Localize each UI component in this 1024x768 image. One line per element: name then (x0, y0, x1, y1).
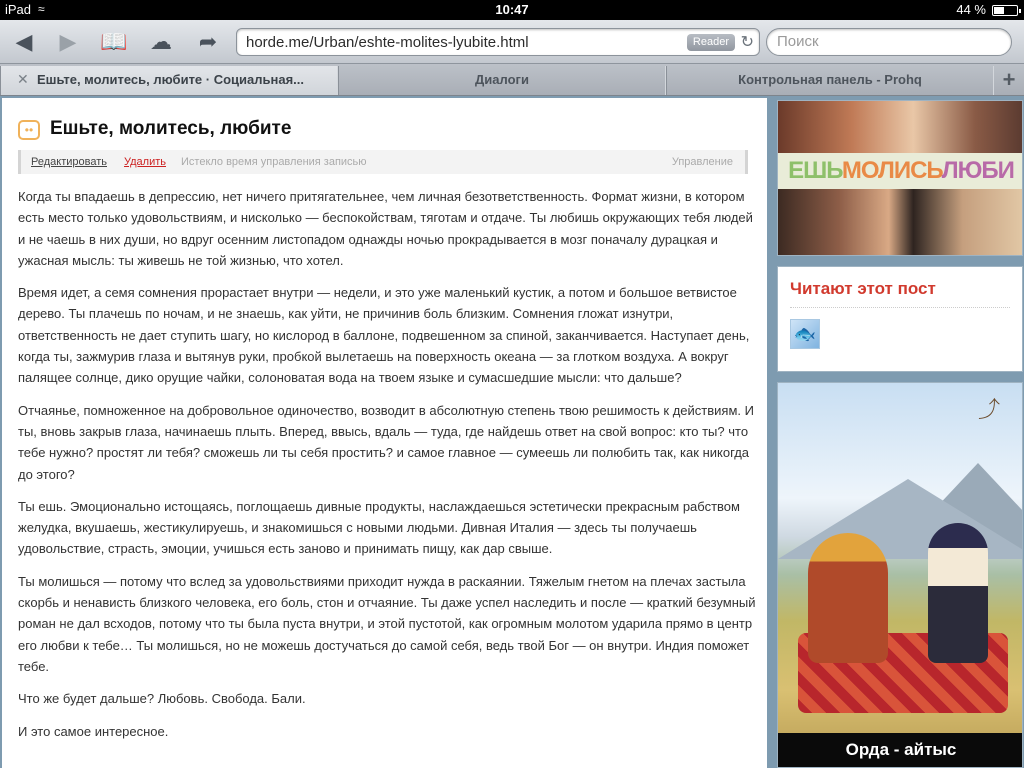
new-tab-button[interactable]: + (1002, 67, 1016, 92)
paragraph: И это самое интересное. (18, 723, 169, 739)
post-body (18, 186, 756, 753)
banner-caption: Орда - айтыс (778, 733, 1023, 767)
readers-title: Читают этот пост (790, 279, 936, 298)
movie-banner[interactable] (777, 100, 1023, 256)
back-icon[interactable]: ◀ (15, 29, 33, 54)
carrier-label: iPad (5, 2, 32, 17)
tab-control-panel[interactable] (666, 66, 994, 95)
banner-photo-bottom (778, 189, 1023, 256)
eagle-icon: ⤴ (977, 397, 1000, 422)
battery-icon (992, 5, 1018, 16)
tab-dialogs[interactable] (338, 66, 666, 95)
share-icon[interactable]: ➦ (198, 29, 218, 54)
reader-button[interactable]: Reader (687, 34, 735, 51)
paragraph: Когда ты впадаешь в депрессию, нет ничего притягательнее, чем личная безответственность. Формат жизни, в котором есть место только удовольствиям, и нисколько — беспокойствам, тяготам и отдаче. Ты любишь окружающих тебя людей и не чаешь в них души, но вдруг осенним листопадом однажды ночью прокрадывается в мозг поначалу дурацкая и ужасная мысль: ты живешь не той жизнью, что хотел. (18, 189, 753, 268)
post-title: Ешьте, молитесь, любите (50, 118, 292, 139)
banner-word-pray: МОЛИСЬ (841, 157, 942, 184)
search-bar[interactable] (766, 28, 1012, 56)
address-bar[interactable] (236, 28, 760, 56)
divider (790, 307, 1010, 308)
browser-toolbar (0, 20, 1024, 64)
url-text[interactable]: horde.me/Urban/eshte-molites-lyubite.html (246, 34, 529, 51)
expired-notice: Истекло время управления записью (181, 156, 367, 168)
close-tab-icon[interactable]: ✕ (17, 71, 29, 87)
tab-label: Ешьте, молитесь, любите · Социальная... (37, 72, 305, 87)
banner-word-love: ЛЮБИ (941, 157, 1014, 184)
paragraph: Ты молишься — потому что вслед за удовольствиями приходит нужда в раскаянии. Тяжелым гнетом на плечах застыла скорбь и ненависть близкого человека, его боль, стон и отчаяние. Ты даже успел наследить и после — краткий безумный роман не дал всходов, потому что ты была пуста внутри, и этой пустотой, как огромным молотом ударила прямо в центр его любви к тебе… Ты молишься, но не можешь достучаться до самой себя, ведь твой Бог — он внутри. Индия поможет тебе. (18, 573, 756, 674)
banner-title (778, 153, 1023, 189)
clock: 10:47 (495, 2, 529, 17)
manage-label: Управление (671, 156, 733, 168)
tab-active[interactable] (0, 66, 338, 95)
article-content (2, 98, 767, 768)
post-actions (18, 150, 748, 174)
smiley-icon: •• (18, 120, 40, 140)
tab-bar (0, 64, 1024, 96)
status-bar (0, 0, 1024, 20)
readers-widget (777, 266, 1023, 372)
paragraph: Что же будет дальше? Любовь. Свобода. Бали. (18, 691, 306, 707)
delete-link[interactable]: Удалить (124, 156, 166, 168)
wifi-icon: ≈ (38, 2, 45, 16)
paragraph: Время идет, а семя сомнения прорастает внутри — недели, и это уже маленький кустик, а потом и большое ветвистое дерево. Ты плачешь по ночам, и не знаешь, как уйти, не причинив боль близким. Сомнения гложат изнутри, ответственность не дает ступить шагу, но кислород в баллоне, подвешенном за спиной, заканчивается. Наступает день, когда ты, зажмурив глаза и вытянув руки, пробкой вылетаешь на поверхность океана — за глотком воздуха. А вокруг палящее солнце, дико орущие чайки, солоноватая вода на твоем языке и сумасшедшие мысли: что дальше? (18, 285, 750, 386)
paragraph: Отчаянье, помноженное на добровольное одиночество, возводит в абсолютную степень твою решимость к действиям. И ты, вновь закрыв глаза, начинаешь плыть. Вперед, ввысь, вдаль — туда, где найдешь ответ на свой вопрос: кто ты? что тебе нужно? простят ли тебя? сможешь ли ты себя простить? и самое главное — сумеешь ли полюбить так, как никогда до этого? (18, 402, 754, 482)
icloud-icon[interactable]: ☁ (150, 29, 172, 54)
boy-figure (928, 523, 988, 663)
reload-icon[interactable]: ↻ (740, 34, 754, 51)
reader-avatar[interactable]: 🐟 (790, 319, 820, 349)
tab-label: Контрольная панель - Prohq (738, 72, 922, 87)
forward-icon[interactable]: ▶ (59, 29, 77, 54)
tab-label: Диалоги (475, 72, 529, 87)
orda-banner[interactable] (777, 382, 1023, 768)
banner-word-eat: ЕШЬ (788, 157, 842, 184)
bookmarks-icon[interactable]: 📖 (100, 29, 128, 54)
search-input[interactable] (777, 33, 997, 50)
edit-link[interactable]: Редактировать (31, 156, 107, 168)
paragraph: Ты ешь. Эмоционально истощаясь, поглощаешь дивные продукты, наслаждаешься эстетически прекрасным рабством желудка, вкушаешь, жестикулируешь, и знакомишься с новыми людьми. Дивная Италия — здесь ты получаешь удовольствие, страсть, эмоции, учишься есть заново и принимать пищу, как дар свыше. (18, 498, 740, 557)
banner-photo-top (778, 101, 1023, 153)
battery-percent: 44 % (956, 2, 986, 17)
musician-figure (808, 533, 888, 663)
